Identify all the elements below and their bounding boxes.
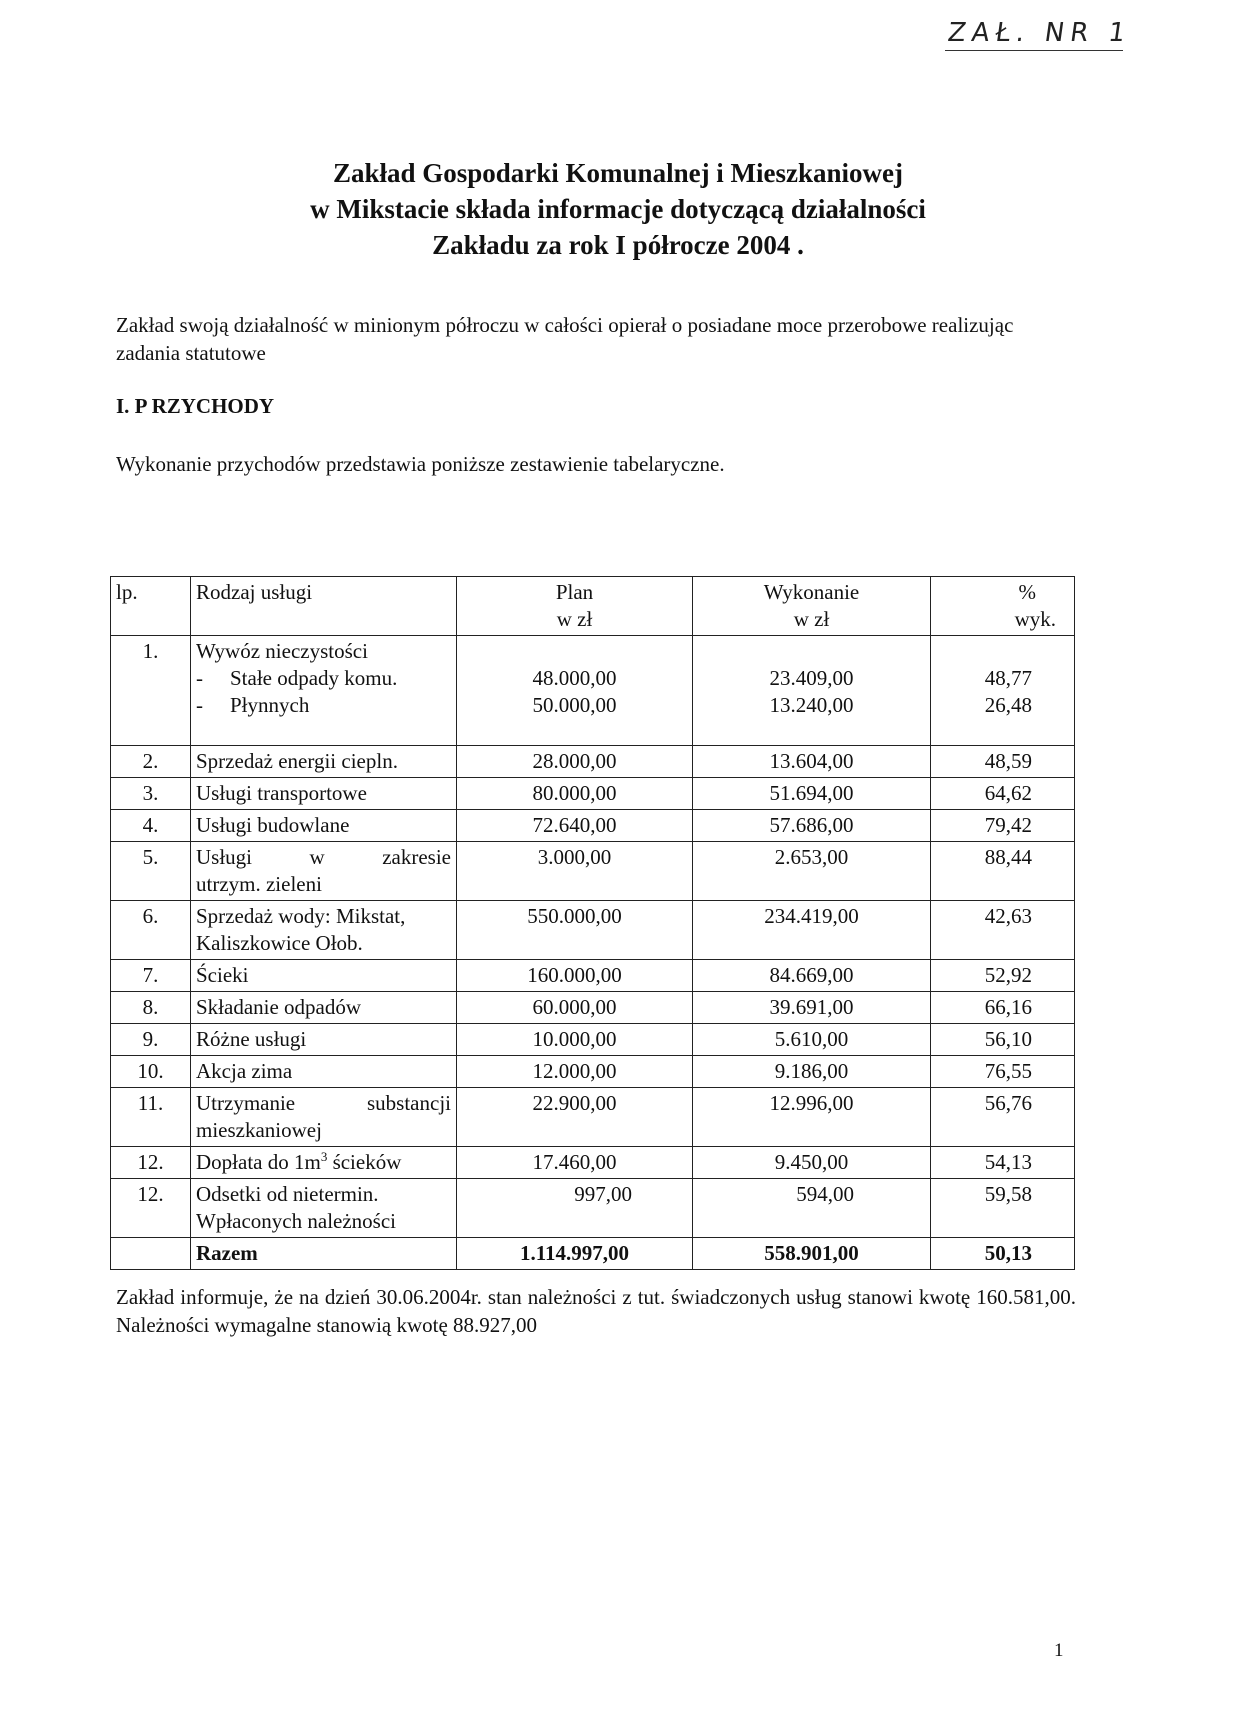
cell-exec: 594,00 xyxy=(693,1179,931,1238)
cell-exec: 51.694,00 xyxy=(693,778,931,810)
cell-plan: 28.000,00 xyxy=(457,746,693,778)
table-row xyxy=(111,810,1075,842)
handwritten-annotation: ZAŁ. NR 1 xyxy=(945,18,1134,48)
cell-exec: 13.604,00 xyxy=(693,746,931,778)
cell-lp xyxy=(111,1238,191,1270)
cell-exec: 23.409,00 13.240,00 xyxy=(693,636,931,746)
cell-pct: 56,76 xyxy=(931,1088,1075,1147)
cell-exec: 234.419,00 xyxy=(693,901,931,960)
cell-exec: 84.669,00 xyxy=(693,960,931,992)
document-title xyxy=(118,155,1118,263)
cell-plan: 80.000,00 xyxy=(457,778,693,810)
cell-service: Utrzymanie substancji mieszkaniowej xyxy=(191,1088,457,1147)
cell-pct: 64,62 xyxy=(931,778,1075,810)
cell-service: Sprzedaż wody: Mikstat, Kaliszkowice Ołob. xyxy=(191,901,457,960)
cell-pct: 48,59 xyxy=(931,746,1075,778)
cell-exec: 5.610,00 xyxy=(693,1024,931,1056)
cell-total-exec: 558.901,00 xyxy=(693,1238,931,1270)
table-header-row xyxy=(111,577,1075,636)
cell-lp: 10. xyxy=(111,1056,191,1088)
cell-service: Dopłata do $1m^3$ ścieków xyxy=(191,1147,457,1179)
cell-pct: 88,44 xyxy=(931,842,1075,901)
cell-service: Odsetki od nietermin. Wpłaconych należności xyxy=(191,1179,457,1238)
cell-lp: 12. xyxy=(111,1147,191,1179)
cell-pct: 42,63 xyxy=(931,901,1075,960)
header-pct: % wyk. xyxy=(931,577,1075,636)
cell-lp: 4. xyxy=(111,810,191,842)
cell-pct: 59,58 xyxy=(931,1179,1075,1238)
cell-exec: 2.653,00 xyxy=(693,842,931,901)
header-service: Rodzaj usługi xyxy=(191,577,457,636)
intro-paragraph: Zakład swoją działalność w minionym półroczu w całości opierał o posiadane moce przerobowe realizując zadania statutowe xyxy=(116,313,1014,365)
table-row xyxy=(111,636,1075,746)
cell-plan: 48.000,00 50.000,00 xyxy=(457,636,693,746)
header-lp: lp. xyxy=(111,577,191,636)
table-row xyxy=(111,746,1075,778)
cell-total-label: Razem xyxy=(191,1238,457,1270)
cell-pct: 56,10 xyxy=(931,1024,1075,1056)
cell-lp: 5. xyxy=(111,842,191,901)
cell-pct: 79,42 xyxy=(931,810,1075,842)
cell-exec: 57.686,00 xyxy=(693,810,931,842)
cell-pct: 76,55 xyxy=(931,1056,1075,1088)
cell-lp: 11. xyxy=(111,1088,191,1147)
cell-exec: 12.996,00 xyxy=(693,1088,931,1147)
table-row xyxy=(111,1179,1075,1238)
table-row xyxy=(111,1024,1075,1056)
table-row xyxy=(111,1056,1075,1088)
cell-plan: 550.000,00 xyxy=(457,901,693,960)
table-row xyxy=(111,960,1075,992)
table-intro: Wykonanie przychodów przedstawia poniższe zestawienie tabelaryczne. xyxy=(116,452,725,476)
cell-pct: 48,77 26,48 xyxy=(931,636,1075,746)
cell-plan: 72.640,00 xyxy=(457,810,693,842)
cell-total-pct: 50,13 xyxy=(931,1238,1075,1270)
revenue-table xyxy=(110,576,1075,1270)
cell-lp: 8. xyxy=(111,992,191,1024)
title-line-1: Zakład Gospodarki Komunalnej i Mieszkaniowej xyxy=(332,158,904,188)
header-plan: Plan w zł xyxy=(457,577,693,636)
cell-plan: 3.000,00 xyxy=(457,842,693,901)
table-row xyxy=(111,1147,1075,1179)
cell-plan: 160.000,00 xyxy=(457,960,693,992)
cell-lp: 1. xyxy=(111,636,191,746)
title-line-2: w Mikstacie składa informacje dotyczącą działalności xyxy=(310,194,926,224)
table-total-row xyxy=(111,1238,1075,1270)
cell-service: Akcja zima xyxy=(191,1056,457,1088)
cell-pct: 66,16 xyxy=(931,992,1075,1024)
cell-service: Wywóz nieczystości - Stałe odpady komu. - Płynnych xyxy=(191,636,457,746)
cell-lp: 6. xyxy=(111,901,191,960)
annotation-underline xyxy=(945,50,1123,51)
table-row xyxy=(111,842,1075,901)
table-row xyxy=(111,901,1075,960)
cell-plan: 22.900,00 xyxy=(457,1088,693,1147)
cell-plan: 17.460,00 xyxy=(457,1147,693,1179)
cell-service: Usługi w zakresie utrzym. zieleni xyxy=(191,842,457,901)
table-row xyxy=(111,992,1075,1024)
cell-pct: 52,92 xyxy=(931,960,1075,992)
cell-service: Składanie odpadów xyxy=(191,992,457,1024)
cell-lp: 3. xyxy=(111,778,191,810)
page-number: 1 xyxy=(1054,1640,1064,1661)
cell-service: Sprzedaż energii ciepln. xyxy=(191,746,457,778)
cell-plan: 997,00 xyxy=(457,1179,693,1238)
cell-service: Usługi transportowe xyxy=(191,778,457,810)
cell-exec: 9.186,00 xyxy=(693,1056,931,1088)
cell-plan: 60.000,00 xyxy=(457,992,693,1024)
cell-exec: 39.691,00 xyxy=(693,992,931,1024)
cell-lp: 12. xyxy=(111,1179,191,1238)
cell-service: Różne usługi xyxy=(191,1024,457,1056)
section-heading: I. P RZYCHODY xyxy=(116,394,275,418)
cell-lp: 7. xyxy=(111,960,191,992)
cell-lp: 2. xyxy=(111,746,191,778)
cell-service: Ścieki xyxy=(191,960,457,992)
cell-plan: 10.000,00 xyxy=(457,1024,693,1056)
cell-pct: 54,13 xyxy=(931,1147,1075,1179)
cell-service: Usługi budowlane xyxy=(191,810,457,842)
cell-plan: 12.000,00 xyxy=(457,1056,693,1088)
closing-paragraph: Zakład informuje, że na dzień 30.06.2004r. stan należności z tut. świadczonych usług stanowi kwotę 160.581,00. Należności wymagalne stanowią kwotę 88.927,00 xyxy=(116,1285,1076,1337)
title-line-3: Zakładu za rok I półrocze 2004 . xyxy=(432,230,804,260)
cell-total-plan: 1.114.997,00 xyxy=(457,1238,693,1270)
table-row xyxy=(111,778,1075,810)
cell-exec: 9.450,00 xyxy=(693,1147,931,1179)
header-exec: Wykonanie w zł xyxy=(693,577,931,636)
cell-lp: 9. xyxy=(111,1024,191,1056)
table-row xyxy=(111,1088,1075,1147)
